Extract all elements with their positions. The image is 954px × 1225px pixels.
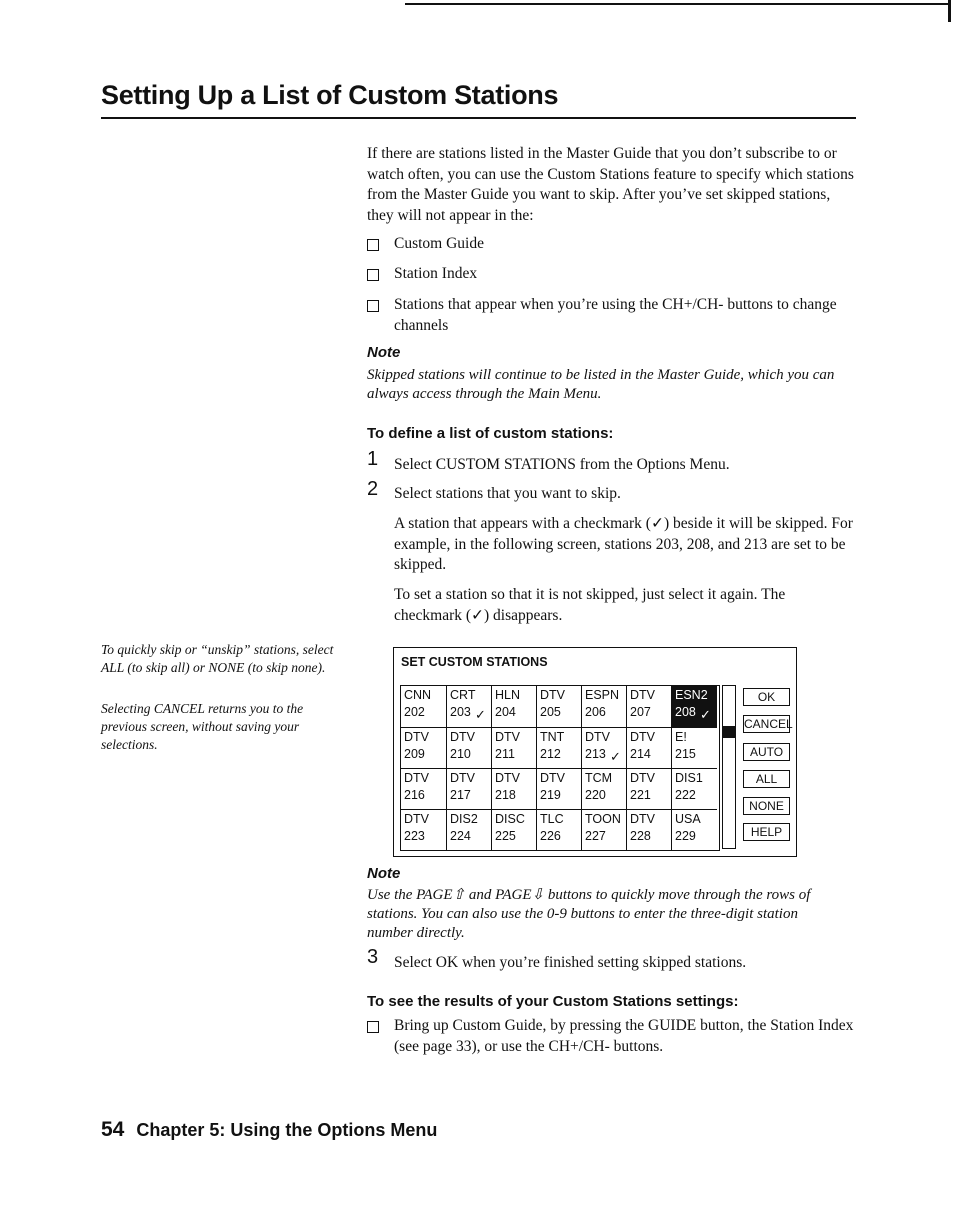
header-rule	[405, 3, 950, 5]
station-channel: 215	[675, 747, 696, 761]
sidebar-tip: To quickly skip or “unskip” stations, select ALL (to skip all) or NONE (to skip none).	[101, 642, 334, 675]
note-text: Use the PAGE⇧ and PAGE⇩ buttons to quickly move through the rows of stations. You can also use the 0-9 buttons to enter the three-digit station number directly.	[367, 887, 811, 941]
bullet-text: Bring up Custom Guide, by pressing the GUIDE button, the Station Index (see page 33), or use the CH+/CH- buttons.	[394, 1017, 854, 1055]
station-cell[interactable]	[671, 686, 717, 727]
station-channel: 228	[630, 829, 651, 843]
station-name: DTV	[630, 688, 655, 702]
checkmark-paragraph: A station that appears with a checkmark (✓) beside it will be skipped. For example, in the following screen, stations 203, 208, and 213 are set to be skipped.	[394, 515, 853, 573]
station-channel: 206	[585, 705, 606, 719]
station-name: DTV	[585, 730, 610, 744]
station-channel: 208	[675, 705, 696, 719]
station-cell[interactable]	[581, 727, 626, 768]
station-name: DTV	[630, 771, 655, 785]
station-cell[interactable]	[491, 686, 536, 727]
station-cell[interactable]	[491, 809, 536, 850]
checkbox-bullet-icon	[367, 300, 379, 312]
intro-paragraph: If there are stations listed in the Master Guide that you don’t subscribe to or watch often, you can use the Custom Stations feature to specify which stations from the Master Guide you want to skip. After you’ve set skipped stations, they will not appear in the:	[367, 145, 854, 224]
bullet-text: Custom Guide	[394, 235, 484, 252]
station-channel: 229	[675, 829, 696, 843]
station-channel: 213	[585, 747, 606, 761]
step-number: 2	[367, 478, 379, 500]
ok-button[interactable]: OK	[743, 688, 790, 706]
station-name: TNT	[540, 730, 565, 744]
auto-button[interactable]: AUTO	[743, 743, 790, 761]
station-name: USA	[675, 812, 701, 826]
station-cell[interactable]	[536, 768, 581, 809]
header-rule-end	[948, 0, 951, 22]
station-channel: 210	[450, 747, 471, 761]
station-channel: 205	[540, 705, 561, 719]
station-name: DTV	[450, 771, 475, 785]
station-channel: 223	[404, 829, 425, 843]
station-cell[interactable]	[401, 768, 446, 809]
page-title: Setting Up a List of Custom Stations	[101, 80, 559, 110]
station-name: DIS2	[450, 812, 478, 826]
station-cell[interactable]	[446, 727, 491, 768]
sidebar-tip: Selecting CANCEL returns you to the previous screen, without saving your selections.	[101, 701, 304, 752]
station-cell[interactable]	[446, 809, 491, 850]
checkbox-bullet-icon	[367, 269, 379, 281]
station-cell[interactable]	[581, 768, 626, 809]
all-button[interactable]: ALL	[743, 770, 790, 788]
station-name: DTV	[404, 771, 429, 785]
station-cell[interactable]	[536, 809, 581, 850]
station-channel: 219	[540, 788, 561, 802]
station-channel: 221	[630, 788, 651, 802]
station-cell[interactable]	[401, 809, 446, 850]
station-cell[interactable]	[626, 686, 671, 727]
screen-title: SET CUSTOM STATIONS	[401, 655, 548, 669]
station-cell[interactable]	[626, 809, 671, 850]
chapter-title: Chapter 5: Using the Options Menu	[136, 1120, 438, 1140]
station-channel: 216	[404, 788, 425, 802]
station-name: DTV	[450, 730, 475, 744]
step-text: Select OK when you’re finished setting skipped stations.	[394, 954, 747, 971]
station-grid	[400, 685, 720, 851]
station-channel: 207	[630, 705, 651, 719]
section-heading-define: To define a list of custom stations:	[367, 425, 614, 442]
station-channel: 212	[540, 747, 561, 761]
station-channel: 204	[495, 705, 516, 719]
unskip-paragraph: To set a station so that it is not skipped, just select it again. The checkmark (✓) disappears.	[394, 586, 786, 624]
note-text: Skipped stations will continue to be listed in the Master Guide, which you can always access through the Main Menu.	[367, 367, 835, 402]
station-name: DTV	[630, 730, 655, 744]
station-name: DIS1	[675, 771, 703, 785]
set-custom-stations-screen	[393, 647, 797, 857]
station-name: TCM	[585, 771, 613, 785]
station-name: DTV	[630, 812, 655, 826]
station-channel: 211	[495, 747, 515, 761]
step-number: 3	[367, 946, 379, 968]
station-cell[interactable]	[536, 686, 581, 727]
station-channel: 202	[404, 705, 425, 719]
station-name: DISC	[495, 812, 525, 826]
station-channel: 227	[585, 829, 606, 843]
checkmark-icon: ✓	[700, 707, 711, 722]
checkmark-icon: ✓	[610, 749, 621, 764]
station-cell[interactable]	[491, 768, 536, 809]
station-channel: 214	[630, 747, 651, 761]
station-name: CRT	[450, 688, 476, 702]
station-cell[interactable]	[446, 768, 491, 809]
station-cell[interactable]	[401, 686, 446, 727]
station-channel: 226	[540, 829, 561, 843]
checkbox-bullet-icon	[367, 1021, 379, 1033]
step-text: Select stations that you want to skip.	[394, 485, 621, 502]
station-cell[interactable]	[536, 727, 581, 768]
station-channel: 203	[450, 705, 471, 719]
page-number: 54	[101, 1118, 125, 1141]
note-heading: Note	[367, 344, 401, 361]
none-button[interactable]: NONE	[743, 797, 790, 815]
help-button[interactable]: HELP	[743, 823, 790, 841]
station-name: DTV	[540, 688, 565, 702]
station-cell[interactable]	[446, 686, 491, 727]
bullet-text: Station Index	[394, 265, 478, 282]
station-name: TOON	[585, 812, 621, 826]
bullet-text: Stations that appear when you’re using the CH+/CH- buttons to change channels	[394, 296, 837, 334]
station-cell[interactable]	[626, 727, 671, 768]
station-name: ESPN	[585, 688, 620, 702]
station-name: CNN	[404, 688, 432, 702]
scrollbar-thumb[interactable]	[723, 726, 735, 738]
station-cell[interactable]	[671, 768, 717, 809]
section-heading-results: To see the results of your Custom Stations settings:	[367, 993, 739, 1010]
station-channel: 209	[404, 747, 425, 761]
station-name: HLN	[495, 688, 521, 702]
station-channel: 224	[450, 829, 471, 843]
step-text: Select CUSTOM STATIONS from the Options Menu.	[394, 456, 730, 473]
station-channel: 218	[495, 788, 516, 802]
title-rule	[101, 117, 856, 119]
checkbox-bullet-icon	[367, 239, 379, 251]
checkmark-icon: ✓	[475, 707, 486, 722]
station-channel: 225	[495, 829, 516, 843]
station-name: DTV	[404, 812, 429, 826]
station-name: TLC	[540, 812, 564, 826]
station-cell[interactable]	[671, 727, 717, 768]
station-name: DTV	[540, 771, 565, 785]
station-channel: 217	[450, 788, 471, 802]
station-name: DTV	[404, 730, 429, 744]
station-channel: 222	[675, 788, 696, 802]
station-cell[interactable]	[581, 809, 626, 850]
station-cell[interactable]	[671, 809, 717, 850]
scrollbar[interactable]	[722, 685, 736, 849]
station-name: ESN2	[675, 688, 708, 702]
station-cell[interactable]	[581, 686, 626, 727]
station-name: DTV	[495, 771, 520, 785]
page-footer	[101, 1118, 437, 1142]
note-heading: Note	[367, 865, 401, 882]
station-name: DTV	[495, 730, 520, 744]
station-cell[interactable]	[491, 727, 536, 768]
station-name: E!	[675, 730, 687, 744]
cancel-button[interactable]: CANCEL	[744, 717, 793, 731]
step-number: 1	[367, 448, 379, 470]
station-cell[interactable]	[626, 768, 671, 809]
station-cell[interactable]	[401, 727, 446, 768]
station-channel: 220	[585, 788, 606, 802]
